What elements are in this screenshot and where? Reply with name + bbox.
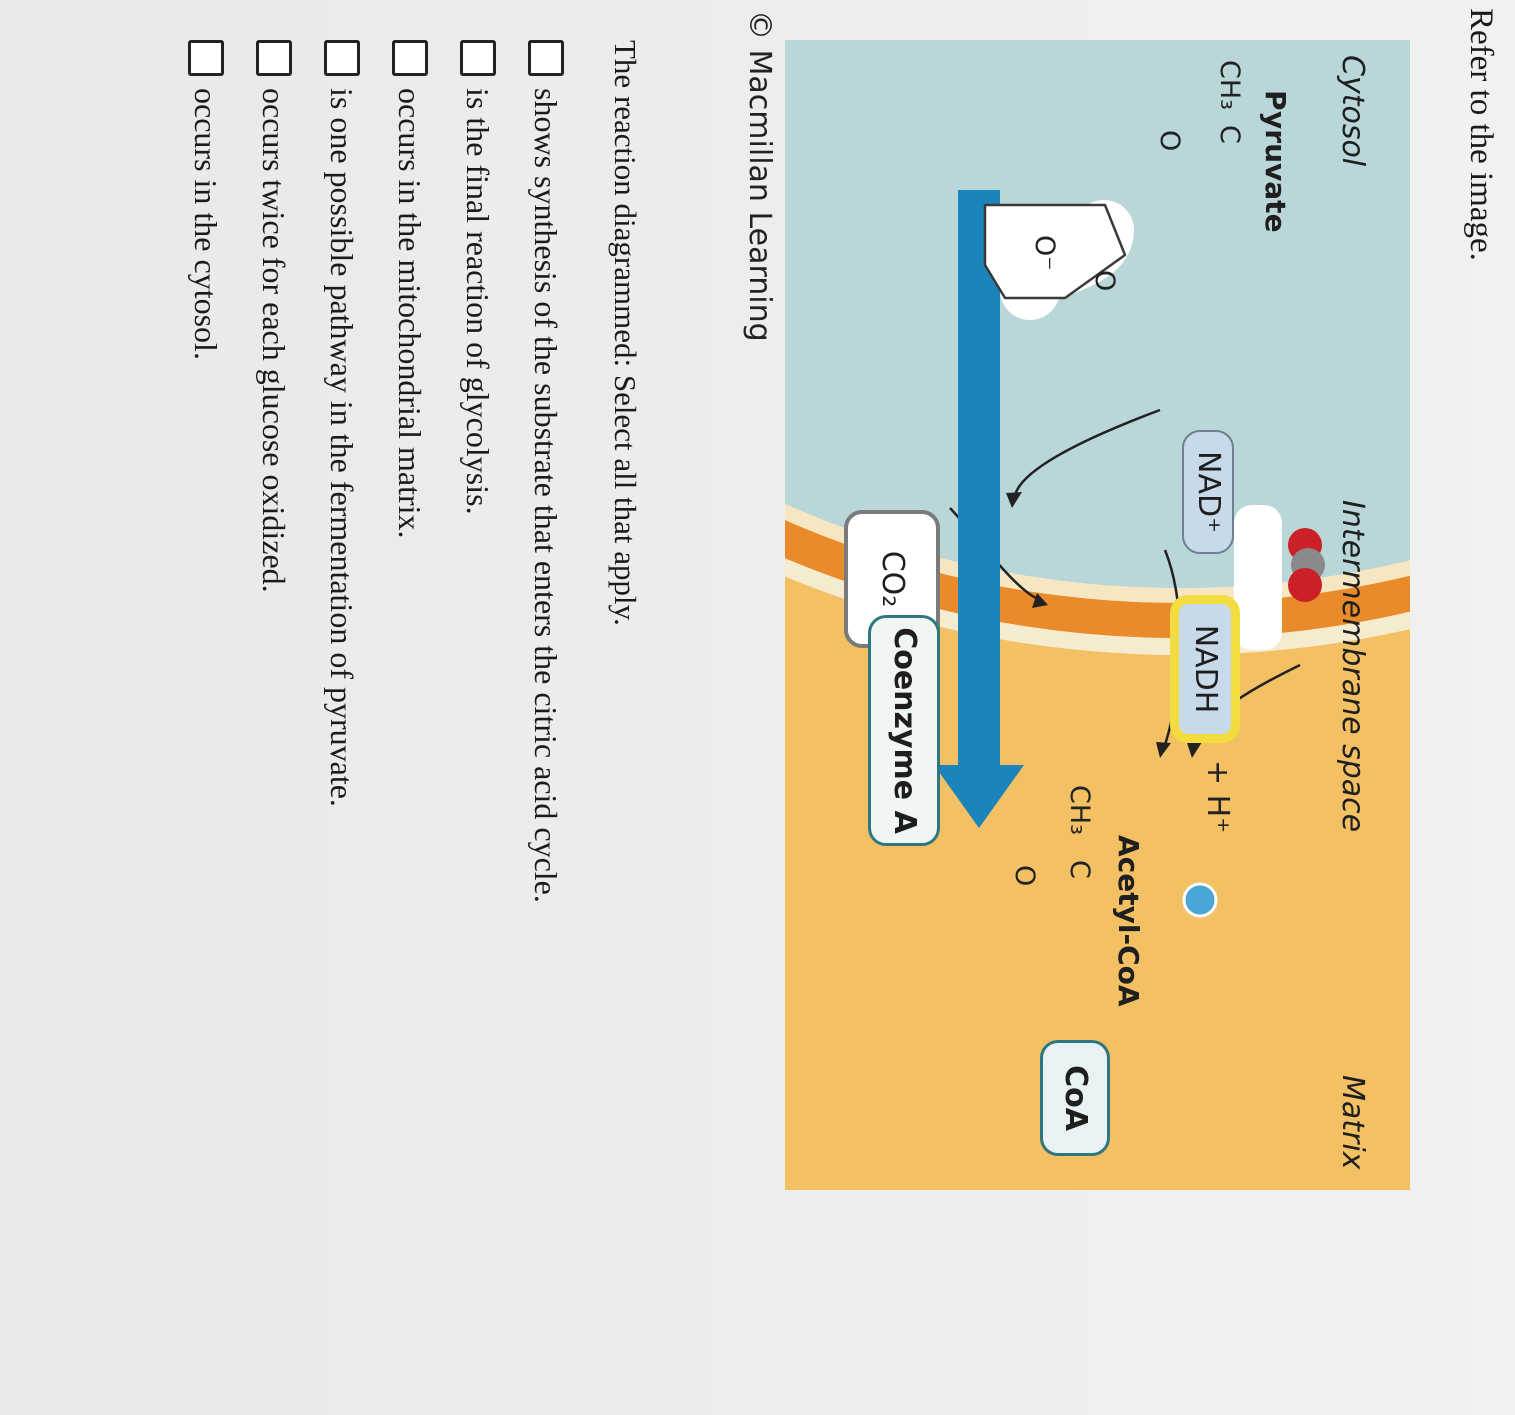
intermembrane-space-label: Intermembrane space xyxy=(1335,500,1370,833)
acetyl-ch3: CH₃ xyxy=(1064,785,1095,835)
pyruvate-oxidation-figure xyxy=(785,40,1410,1190)
pyruvate-oxygen-bottom: O xyxy=(1154,130,1185,152)
option-label: occurs in the cytosol. xyxy=(188,88,225,360)
coa-pill: CoA xyxy=(1040,1040,1110,1156)
option-checkbox[interactable] xyxy=(460,40,496,76)
pyruvate-carboxylate-anion: O⁻ xyxy=(1029,235,1060,271)
acetyl-oxygen: O xyxy=(1009,865,1040,887)
option-row[interactable] xyxy=(172,40,240,903)
option-checkbox[interactable] xyxy=(324,40,360,76)
option-row[interactable] xyxy=(376,40,444,903)
pyruvate-label: Pyruvate xyxy=(1259,90,1292,233)
option-row[interactable] xyxy=(512,40,580,903)
pyruvate-carbon: C xyxy=(1214,125,1245,144)
option-checkbox[interactable] xyxy=(256,40,292,76)
pyruvate-carboxyl-oxygen: O xyxy=(1089,270,1120,292)
nadh-pill: NADH xyxy=(1170,595,1240,743)
answer-options xyxy=(172,40,580,903)
nad-plus-pill: NAD⁺ xyxy=(1182,430,1234,554)
option-row[interactable] xyxy=(308,40,376,903)
option-checkbox[interactable] xyxy=(528,40,564,76)
matrix-label: Matrix xyxy=(1335,1075,1370,1170)
option-label: shows synthesis of the substrate that enters the citric acid cycle. xyxy=(528,88,565,903)
coenzyme-a-pill: Coenzyme A xyxy=(868,615,940,846)
option-checkbox[interactable] xyxy=(392,40,428,76)
option-checkbox[interactable] xyxy=(188,40,224,76)
acetyl-carbon: C xyxy=(1064,860,1095,879)
option-label: is the final reaction of glycolysis. xyxy=(460,88,497,515)
co2-box: CO₂ xyxy=(844,510,940,648)
cytosol-label: Cytosol xyxy=(1335,55,1370,167)
option-row[interactable] xyxy=(444,40,512,903)
acetyl-coa-label: Acetyl-CoA xyxy=(1112,835,1145,1007)
option-row[interactable] xyxy=(240,40,308,903)
copyright-credit: © Macmillan Learning xyxy=(742,10,777,342)
option-label: occurs twice for each glucose oxidized. xyxy=(256,88,293,593)
pyruvate-ch3: CH₃ xyxy=(1214,60,1245,110)
question-text: The reaction diagrammed: Select all that apply. xyxy=(608,40,643,626)
instruction-text: Refer to the image. xyxy=(1463,8,1499,261)
option-label: occurs in the mitochondrial matrix. xyxy=(392,88,429,539)
option-label: is one possible pathway in the fermentation of pyruvate. xyxy=(324,88,361,807)
proton-label: + H⁺ xyxy=(1200,760,1235,834)
